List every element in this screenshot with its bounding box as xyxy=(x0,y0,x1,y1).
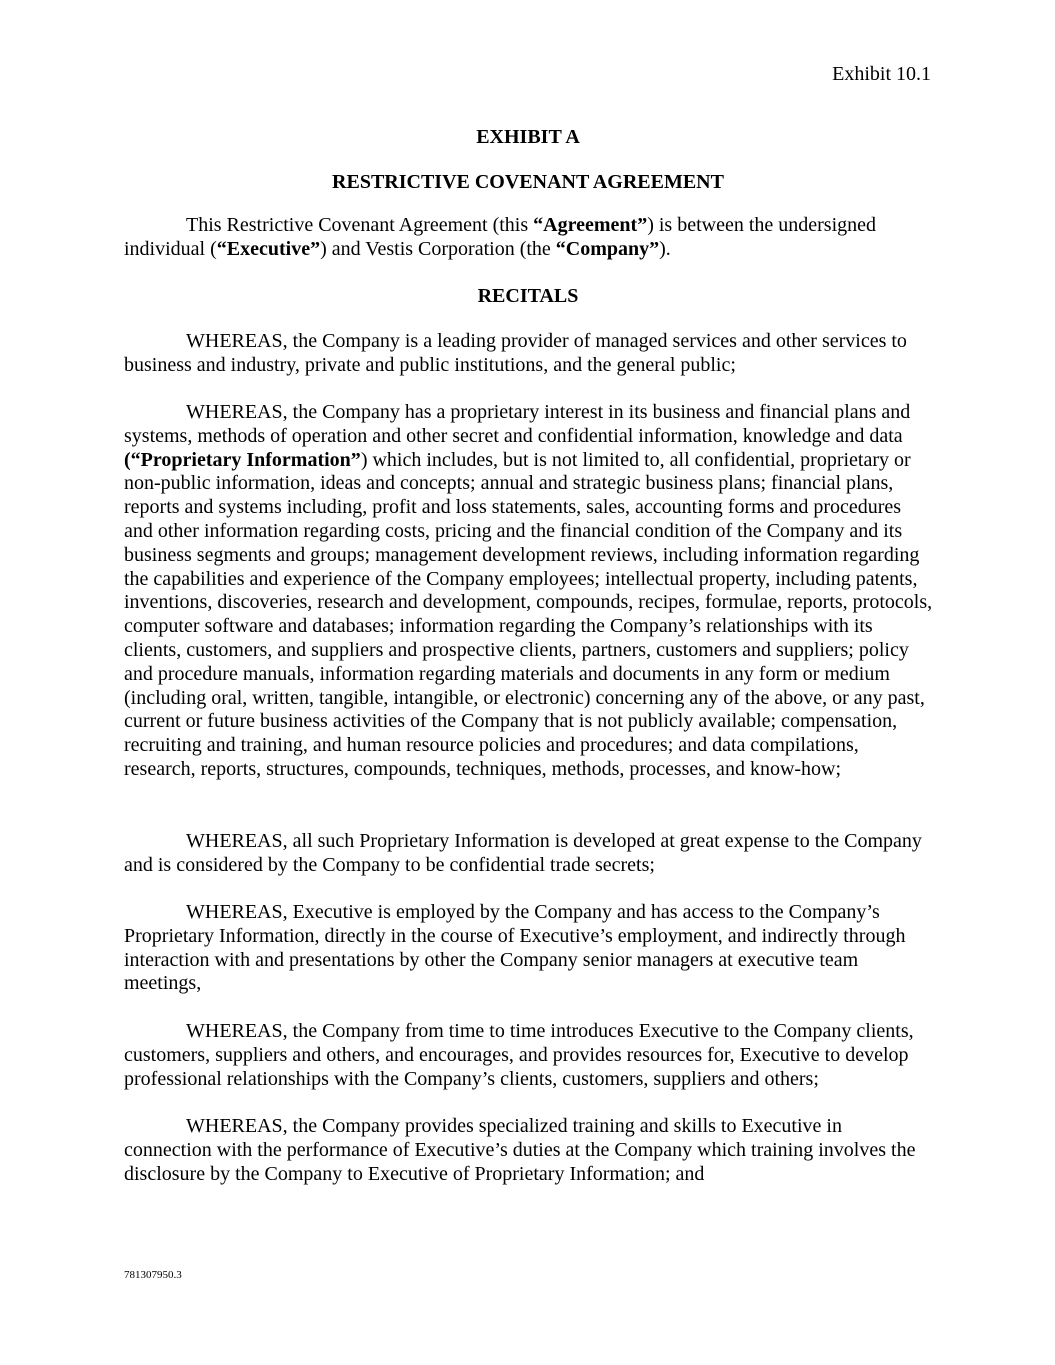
recital-paragraph-2 xyxy=(124,401,934,782)
exhibit-number: Exhibit 10.1 xyxy=(832,63,931,85)
intro-text-2: ) is between the undersigned individual ( xyxy=(124,214,877,260)
document-id-footer: 781307950.3 xyxy=(124,1269,182,1281)
defined-term-agreement: “Agreement” xyxy=(533,214,648,236)
intro-text-1: This Restrictive Covenant Agreement (this xyxy=(186,214,534,236)
recital-2-text-2: ) which includes, but is not limited to, all confidential, proprietary or non-public information, ideas and concepts; annual and strategic business plans; financial plans, reports and systems including, profit and loss statements, sales, accounting forms and procedures and other information regarding costs, pricing and the financial condition of the Company and its business segments and groups; management development reviews, including information regarding the capabilities and experience of the Company employees; intellectual property, including patents, inventions, discoveries, research and development, compounds, recipes, formulae, reports, protocols, computer software and databases; information regarding the Company’s relationships with its clients, customers, and suppliers and prospective clients, partners, customers and suppliers; policy and procedure manuals, information regarding materials and documents in any form or medium (including oral, written, tangible, intangible, or electronic) concerning any of the above, or any past, current or future business activities of the Company that is not publicly available; compensation, recruiting and training, and human resource policies and procedures; and data compilations, research, reports, structures, compounds, techniques, methods, processes, and know-how; xyxy=(124,448,933,780)
intro-paragraph xyxy=(124,214,934,262)
recital-paragraph-6: WHEREAS, the Company provides specialized training and skills to Executive in connection with the performance of Executive’s duties at the Company which training involves the disclosure by the Company to Executive of Proprietary Information; and xyxy=(124,1115,916,1185)
agreement-title: RESTRICTIVE COVENANT AGREEMENT xyxy=(332,171,724,193)
recital-paragraph-3: WHEREAS, all such Proprietary Information is developed at great expense to the Company and is considered by the Company to be confidential trade secrets; xyxy=(124,830,922,876)
defined-term-company: “Company” xyxy=(555,237,660,260)
exhibit-title: EXHIBIT A xyxy=(476,126,580,148)
recital-paragraph-1: WHEREAS, the Company is a leading provider of managed services and other services to business and industry, private and public institutions, and the general public; xyxy=(124,330,907,376)
recital-paragraph-4: WHEREAS, Executive is employed by the Company and has access to the Company’s Proprietary Information, directly in the course of Executive’s employment, and indirectly through interaction with and presentations by other the Company senior managers at executive team meetings, xyxy=(124,901,906,995)
defined-term-executive: “Executive” xyxy=(216,237,321,260)
intro-text-3: ) and Vestis Corporation (the xyxy=(320,237,556,260)
recital-paragraph-5: WHEREAS, the Company from time to time introduces Executive to the Company clients, customers, suppliers and others, and encourages, and provides resources for, Executive to develop professional relationships with the Company’s clients, customers, suppliers and others; xyxy=(124,1020,914,1090)
intro-text-4: ). xyxy=(659,237,671,260)
defined-term-proprietary-information: (“Proprietary Information” xyxy=(124,448,361,471)
recital-2-text-1: WHEREAS, the Company has a proprietary interest in its business and financial plans and systems, methods of operation and other secret and confidential information, knowledge and data xyxy=(124,401,911,447)
recitals-heading: RECITALS xyxy=(477,285,579,307)
